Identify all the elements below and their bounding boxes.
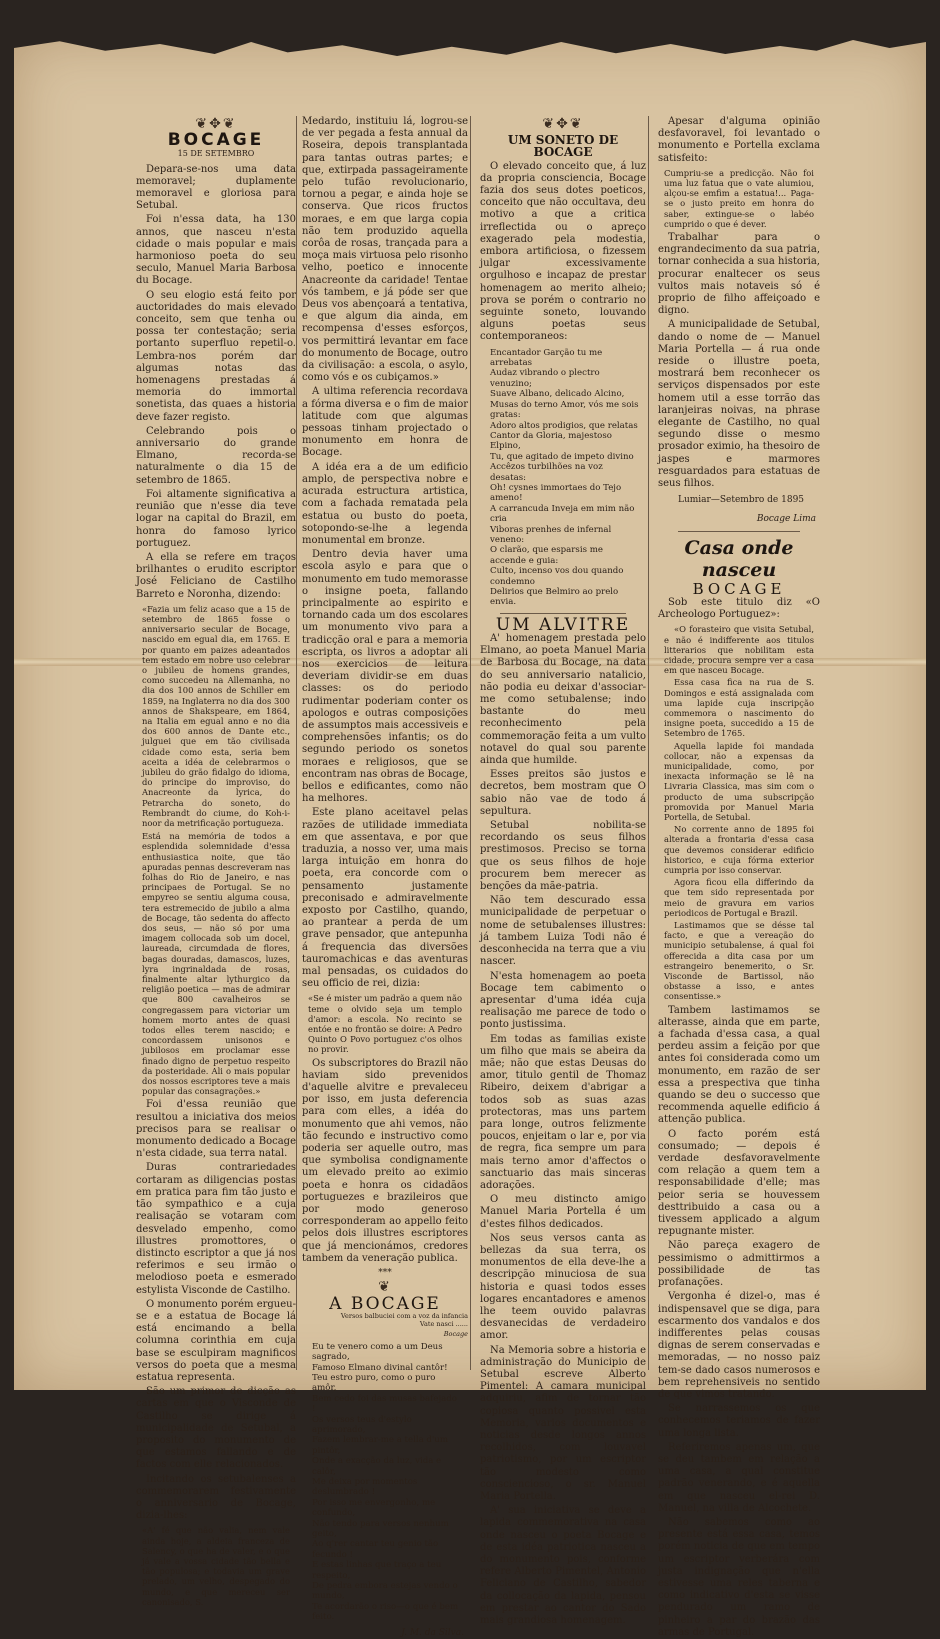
paragraph: Se narrassemos os que conhecemos teriamos de fazer uma longa lista. <box>658 1403 820 1439</box>
column-3 <box>476 116 650 1627</box>
divider <box>678 531 800 532</box>
paragraph: Depara-se-nos uma data memoravel; duplamente memoravel e gloriosa para Setubal. <box>136 163 296 212</box>
article-author: Bocage Lima <box>756 513 816 524</box>
paragraph: N'esta homenagem ao poeta Bocage tem cabimento o apresentar d'uma idéa cuja realisação me parece de todo o ponto justissima. <box>480 970 646 1031</box>
stanza <box>490 421 640 483</box>
stanza <box>312 1342 462 1415</box>
verse: Os versos teus d'estylo aprimorado, <box>312 1414 412 1435</box>
paragraph: Dentro devia haver uma escola asylo e para que o monumento em tudo memorasse o insigne poeta, fallando principalmente ao espirito e tornando cada um dos escolares um monumento vivo para a tradicção oral e para a memoria escripta, os livros a adoptar ali nos exercicios de leitura deveriam dividir-se em duas classes: os do periodo rudimentar poderiam conter os apologos e outras composições de assumptos mais accessiveis e comprehensões infantis; os do segundo periodo os sonetos moraes e religiosos, que se encontram nas obras de Bocage, bellos e edificantes, como não ha melhores. <box>302 549 468 805</box>
verse: Me deixa por momentos deslumbrado ! <box>312 1476 418 1498</box>
paragraph: O monumento porém ergueu-se e a estatua de Bocage lá está encimando a bella columna corinthia em cuja base se esculpiram magnificos versos do poeta que a mesma estatua representa. <box>136 1298 296 1383</box>
verse: O clarão, que esparsis me accende e guia: <box>490 545 603 566</box>
stanza <box>312 1415 462 1498</box>
article-title-alvitre: UM ALVITRE <box>495 614 631 635</box>
verse: Fazem lembrar-me a tella d'um pintôr, <box>312 1435 448 1456</box>
paragraph: Foi d'essa reunião que resultou a iniciativa dos meios precisos para se realisar o monumento dedicado a Bocage n'esta cidade, sua terra natal. <box>136 1099 296 1160</box>
verse: Viboras prenhes de infernal veneno: <box>490 524 612 545</box>
verse: Onde a exacção da luz, vida e calôr, <box>312 1456 442 1477</box>
article-date: 15 DE SETEMBRO <box>177 149 255 159</box>
paragraph: Tambem lastimamos se alterasse, ainda que em parte, a fachada d'essa casa, a qual perdeu assim a feição por que antes foi considerada como um monumento, em razão de ser essa a prespectiva que tinha quando se deu o successo que recommenda aquelle edificio á attenção publica. <box>658 1004 820 1126</box>
paragraph: Medardo, instituiu lá, logrou-se de ver pegada a festa annual da Roseira, depois transplantada para tantas outras partes; e que, extirpada passageiramente pelo tufão revolucionario, tornou a pegar, e ainda hoje se conserva. Que ricos fructos moraes, e em que larga copia não tem produzido aquella corôa de rosas, trançada para a moça mais virtuosa pelo risonho velho, poetico e innocente Anacreonte da caridade! Tentae vós tambem, e já póde ser que Deus vos abençoará a tentativa, e que algum dia ainda, em recompensa d'esses esforços, vos permittirá levantar em face do monumento de Bocage, outro da civilisação: a escola, o asylo, como vós e os cubiçamos.» <box>302 116 468 384</box>
torn-top-edge <box>14 26 926 66</box>
verse: Delirios que Belmiro ao prelo envia. <box>490 587 619 608</box>
quotation: «A' fé que não valia, nem vale ainda hoje, a aldeia franceza de Salency, o que ha de valer, e o que já vale a vossa cidade tão bella e tão populosa; e todavia um grave prelado, um velho, despegado do mundo, e que mereceu ser canonisado, S. <box>142 1525 290 1607</box>
paragraph: Não sabemos como ao presente está essa casa, temos porém noticia de que em tempo um escriptor verberára com justa indignação que n'ella estivesse uma reles taberna e como indicativo d'esta se visse pendurado um ramo de pinheiro a par do brazão das armas de Portugal. <box>658 1516 820 1638</box>
section-stars: *** <box>378 1268 392 1279</box>
paragraph: O elevado conceito que, á luz da propria consciencia, Bocage fazia dos seus dotes poeticos, conceito que não occultava, deu motivo a que a critica irreflectida ou o apreço exagerado pela modestia, embora artificiosa, o fizessem julgar excessivamente orgulhoso e incapaz de prestar homenagem ao merito alheio; prova se porém o contrario no seguinte soneto, louvando alguns poetas seus contemporaneos: <box>480 160 646 343</box>
verse: Audaz vibrando o plectro venuzino; <box>490 368 600 389</box>
paragraph: O seu elogio está feito por auctoridades do mais elevado conceito, sem que tenha ou possa ter contestação; seria portanto superfluo repetil-o. Lembra-nos porém dar algumas notas das homenagens prestadas á memoria do immortal sonetista, das quaes a historia deve fazer registo. <box>136 289 296 423</box>
verse: De pedra embora estejas vendo o mundo, <box>312 1581 458 1602</box>
place-date: Lumiar—Setembro de 1895 <box>678 495 805 506</box>
poem <box>312 1342 462 1623</box>
verse: Te acordarão o riso—o que é bem feito. <box>312 1601 459 1623</box>
quotation: «Fazia um feliz acaso que a 15 de setembro de 1865 fosse o anniversario secular de Bocage, nascido em egual dia, em 1765. E por quanto em paizes adeantados tem estado em nobre uso celebrar o jubileu de homens grandes, como succedeu na Allemanha, no dia dos 100 annos de Schiller em 1859, na Inglaterra no dia dos 300 annos de Shakspeare, em 1864, na Italia em egual anno e no dia dos 600 annos de Dante etc., julguei que em tão civilisada cidade como esta, seria bem aceita a idéa de celebrarmos o jubileu do grão fidalgo do idioma, do principe do improviso, do Anacreonte da lyrica, do Petrarcha do soneto, do Rembrandt do ciume, do Koh-i-noor da metrificação portugueza. <box>142 603 290 828</box>
paragraph: Sob este titulo diz «O Archeologo Portuguez»: <box>658 596 820 621</box>
article-title-bocage: BOCAGE <box>167 130 265 151</box>
verse: Por isso me envergonho, me confundo, <box>312 1497 436 1519</box>
paragraph: O meu distincto amigo Manuel Maria Portella é um d'estes filhos dedicados. <box>480 1194 646 1230</box>
verse: Cantor da Gloria, majestoso Elpino, <box>490 430 612 452</box>
paragraph: Em todas as familias existe um filho que mais se abeira da mãe; não que estas Deusas do amor, titulo gentil de Thomaz Ribeiro, deixem d'abrigar a todos sob as suas azas protectoras, mas uns partem para longe, outros felizmente poucos, enjeitam o lar e, por via de regra, fica sempre um para mais terno amor d'affectos o sanctuario das mais sinceras adorações. <box>480 1033 646 1191</box>
verse: Suave Albano, delicado Alcino, <box>490 389 625 400</box>
paragraph: A ella se refere em traços brilhantes o erudito escriptor José Feliciano de Castilho Barreto e Noronha, dizendo: <box>136 551 296 600</box>
paragraph: Na Memoria sobre a historia e administração do Municipio de Setubal escreve Alberto Pimentel: A camara municipal adquiriu, afim de tornar tão copiosa quanto possivel esta Memoria, varios documentos e noticias desde longos annos recolhidos, com louvavel patriotismo, por um escriptor tão modesto como consciencioso, o sr. Manuel Maria Portella. <box>480 1344 646 1503</box>
verse: Oh! cysnes immortaes do Tejo ameno! <box>490 482 622 504</box>
stanza <box>490 483 640 545</box>
article-title-soneto: UM SONETO DE BOCAGE <box>507 133 619 160</box>
poem-title: A BOCAGE <box>329 1293 441 1314</box>
article-title-casa: Casa onde nasceu <box>684 536 794 581</box>
stanza <box>312 1560 462 1622</box>
paragraph: O facto porém está consumado; — depois é verdade desfavoravelmente com relação a quem tem a responsabilidade d'elle; mas peior seria se houvessem desttribuido a casa ou a tivessem applicado a algum repugnante mister. <box>658 1128 820 1238</box>
epigraph-author: Bocage <box>443 1329 468 1338</box>
paragraph: Celebrando pois o anniversario do grande Elmano, recorda-se naturalmente o dia 15 de setembro de 1865. <box>136 425 296 486</box>
stanza <box>490 545 640 607</box>
epigraph: Versos balbuciei com a voz da infancia Vate nasci ...... <box>340 1311 468 1328</box>
paragraph: Aquella lapide foi mandada collocar, não a expensas da municipalidade, como, por inexacta informação se lê na Livraria Classica, mas sim com o producto de uma subscripção promovida por Manuel Maria Portella, de Setubal. <box>664 740 814 822</box>
column-2 <box>298 116 472 1638</box>
ornament-icon: ❦✥❦ <box>195 116 237 132</box>
paragraph: A' homenagem prestada pelo Elmano, ao poeta Manuel Maria de Barbosa du Bocage, na data do seu anniversario natalicio, não podia eu deixar d'associar-me como setubalense; indo bastante do meu reconhecimento pela commemoração feita a um vulto notavel do qual sou parente ainda que humilde. <box>480 633 646 767</box>
paragraph: Este plano aceitavel pelas razões de utilidade immediata em que assentava, e por que traduzia, a nosso ver, uma mais larga intuição em honra do poeta, era concorde com o pensamento justamente preconisado e admiravelmente exposto por Castilho, quando, ao prantear a perda de um grave pensador, que antepunha á frequencia das diversões tauromachicas e das aventuras mal pensadas, os cuidados do seu officio de rei, dizia: <box>302 807 468 990</box>
column-1 <box>132 116 300 1607</box>
paragraph: Apesar d'alguma opinião desfavoravel, foi levantado o monumento e Portella exclama satisfeito: <box>658 116 820 164</box>
stanza <box>490 348 640 421</box>
quotation <box>664 624 814 1001</box>
paragraph: Nos seus versos canta as bellezas da sua terra, os monumentos de ella deve-lhe a descripção minuciosa de sua historia e quasi todos esses logares encantadores e amenos lhe teem ouvido palavras desvanecidas de verdadeiro amor. <box>480 1232 646 1342</box>
verse: Encantador Garção tu me arrebatas <box>490 347 603 369</box>
paragraph: Não pareça exagero de pessimismo o admittirmos a possibilidade de tas profanações. <box>658 1240 820 1289</box>
paragraph: Vergonha é dizel-o, mas é indispensavel que se diga, para escarmento dos vandalos e dos indifferentes pelas cousas dignas de serem conservadas e memoradas, — no nosso paiz tem-se dado casos numerosos e bem reprehensiveis no sentido de que vimos tratando. <box>658 1291 820 1400</box>
quotation: Está na memória de todos a esplendida solemnidade d'essa enthusiastica noite, que tão apuradas pennas descreveram nas folhas do Rio de Janeiro, e nas principaes de Portugal. Se no empyreo se sentiu alguma cousa, tera estremecido de jubilo a alma de Bocage, tão sedenta do affecto dos seus, — não só por uma imagem collocada sob um docel, laureada, circumdada de flores, bagas douradas, damascos, luzes, lyra ingrinaldada de rosas, finalmente altar lythurgico da religião poetica — mas de admirar que 800 cavalheiros se congregassem para victoriar um homem morto antes de quasi todos elles terem nascido; e concordassem unisonos e jubilosos em proclamar esse finado digno de perpetuo respeito da posteridade. Ali o mais popular dos nossos escriptores teve a mais popular das consagrações.» <box>142 831 290 1097</box>
verse: Eu te venero como a um Deus sagrado, <box>312 1341 443 1363</box>
verse: Culto, incenso vos dou quando condemno <box>490 566 624 587</box>
paragraph: Esses preitos são justos e decretos, bem mostram que O sabio não vae de todo á sepultura. <box>480 769 646 817</box>
verse: Não tendo para versos nenhum geito, <box>312 1518 449 1540</box>
paragraph: A municipalidade de Setubal, dando o nome de — Manuel Maria Portella — á rua onde reside o illustre poeta, mostrará bem reconhecer os serviços dispensados por este homem util a esse torrão das laranjeiras noivas, na phrase elegante de Castilho, no qual segundo disse o mesmo prosador eximio, ha thesoiro de jaspes e marmores resguardados para estatuas de seus filhos. <box>658 319 820 490</box>
paragraph: No corrente anno de 1895 foi alterada a frontaria d'essa casa que devemos considerar edificio historico, e cuja fórma exterior cumpria por isso conservar. <box>664 824 814 875</box>
paragraph: A ultima referencia recordava a fórma diversa e o fim de maior latitude com que algumas pessoas tinham projectado o monumento em honra de Bocage. <box>302 386 468 459</box>
paragraph: Incitando os setubalenses a commemorarem festivamente o anniversario de Bocage, dizia-lhes: <box>136 1473 296 1522</box>
newspaper-page <box>14 38 926 1638</box>
divider <box>500 613 626 614</box>
paragraph: Lastimamos que se désse tal facto, e que a vereação do municipio setubalense, á qual foi offerecida a dita casa por um estrangeiro benemerito, o Sr. Visconde de Bartissol, não obstasse a isso, e antes consentisse.» <box>664 920 814 1002</box>
paragraph: Referiremos apenas um, que se deu tambem em relação a uma casa, a qual constitue padrão venerando, e é aquella em que nasceu el-rei D. Manuel, na villa de Alcochete. <box>658 1441 820 1514</box>
paragraph: Agora ficou ella differindo da que tem sido representada por meio de gravura em varios periodicos de Portugal e Brazil. <box>664 877 814 918</box>
paragraph: «O forasteiro que visita Setubal, e não é indifferente aos titulos litterarios que nobilitam esta cidade, procura sempre ver a casa em que nasceu Bocage. <box>664 624 814 676</box>
verse: E estas linhas que traço a teu respeito, <box>312 1560 442 1581</box>
paragraph: Setubal nobilita-se recordando os seus filhos prestimosos. Preciso se torna que os seus filhos de hoje procurem bem merecer as benções da mãe-patria. <box>480 820 646 893</box>
quotation: «Se é mister um padrão a quem não teme o olvido seja um templo d'amor: a escola. No recinto se entóe e no frontão se doire: A Pedro Quinto O Povo portuguez c'os olhos no provir. <box>308 993 462 1055</box>
poem-author: J. M. da Silva. <box>401 1627 464 1638</box>
quotation: Cumpriu-se a predicção. Não foi uma luz fatua que o vate alumiou, alçou-se emfim a estatua!... Paga-se o justo preito em honra do saber, extingue-se o labéo cumprido o que é dever. <box>664 167 814 229</box>
paragraph: Essa casa fica na rua de S. Domingos e está assignalada com uma lapide cuja inscripção commemora o nascimento do insigne poeta, succedido a 15 de Setembro de 1765. <box>664 677 814 739</box>
article-subtitle-bocage: BOCAGE <box>692 579 786 598</box>
paragraph: Duras contrariedades cortaram as diligencias postas em pratica para fim tão justo e tão sympathico e a cuja realisação se votaram com desvelado empenho, como illustres promottores, o distincto escriptor a que já nos referimos e seu irmão o melodioso poeta e esmerado estylista Visconde de Castilho. <box>136 1162 296 1296</box>
sonnet <box>490 348 640 608</box>
paragraph: Foi altamente significativa a reunião que n'esse dia teve logar na capital do Brazil, em honra do famoso lyrico portuguez. <box>136 488 296 549</box>
paragraph: A idéa era a de um edificio amplo, de perspectiva nobre e acurada estructura artistica, com a fachada rematada pela estatua ou busto do poeta, sotopondo-se-lhe a legenda monumental em bronze. <box>302 461 468 546</box>
verse: A carrancuda Inveja em mim não cria <box>490 503 635 525</box>
column-4 <box>654 116 824 1638</box>
paragraph: Trabalhar para o engrandecimento da sua patria, tornar conhecida a sua historia, procurar enaltecer os seus vultos mais notaveis só é proprio de filho affeiçoado e digno. <box>658 232 820 317</box>
verse: Musas do terno Amor, vós me sois gratas: <box>490 399 639 421</box>
verse: Teu estro puro, como o puro amôr, <box>312 1372 436 1394</box>
stanza <box>312 1498 462 1560</box>
paragraph: Os subscriptores do Brazil não haviam sido prevenidos d'aquelle alvitre e prevaleceu por isso, em justa deferencia para com elles, a idéa do monumento que ahi vemos, não tão fecundo e instructivo como poderia ser aquelle outro, mas que symbolisa condignamente um elevado preito ao eximio poeta e honra os cidadãos portuguezes e brazileiros que por modo generoso corresponderam ao appello feito pelos dois illustres escriptores que já mencionámos, credores tambem da veneração publica. <box>302 1057 468 1264</box>
verse: Adoro altos prodigios, que relatas <box>490 420 638 431</box>
ornament-icon: ❦ <box>378 1279 392 1296</box>
ornament-icon: ❦✥❦ <box>542 116 584 132</box>
verse: Ao q'rer cantar teu genio tão fecundo ! <box>312 1539 439 1560</box>
verse: Accêzos turbilhões na voz desatas: <box>490 462 603 483</box>
paragraph: Não tem descurado essa municipalidade de perpetuar o nome de setubalenses illustres: já tambem Luiza Todi não é desconhecida na terra que a viu nascer. <box>480 895 646 968</box>
paragraph: Foi n'essa data, ha 130 annos, que nasceu n'esta cidade o mais popular e mais harmonioso poeta do seu seculo, Manuel Maria Barbosa du Bocage. <box>136 214 296 287</box>
verse: Famoso Elmano divinal cantôr! <box>312 1362 448 1373</box>
paragraph: São um primor de dicção as cartas em que o Visconde de Castilho se dirige á municipalidade de Setubal, a proposito do monumento de que estamos fallando e de factos com elle relacionados. <box>136 1386 296 1471</box>
verse: Tu, que agitado de impeto divino <box>490 451 634 462</box>
paragraph: A' sua iniciativa se deve a lapida commemorativa na casa onde nasceu o poeta Bocage e de esta idéa patriotica nasceu a do monumento pois, conforme refere Alberto Pimentel, Antonio Feliciano de Castilho, sabedor da collocação da lapida, pensou em prestar ao cantor do Sado mais grandiosa homenagem. <box>480 1505 646 1627</box>
verse: Bem cedo foi das musas bafejado ! <box>312 1393 457 1415</box>
